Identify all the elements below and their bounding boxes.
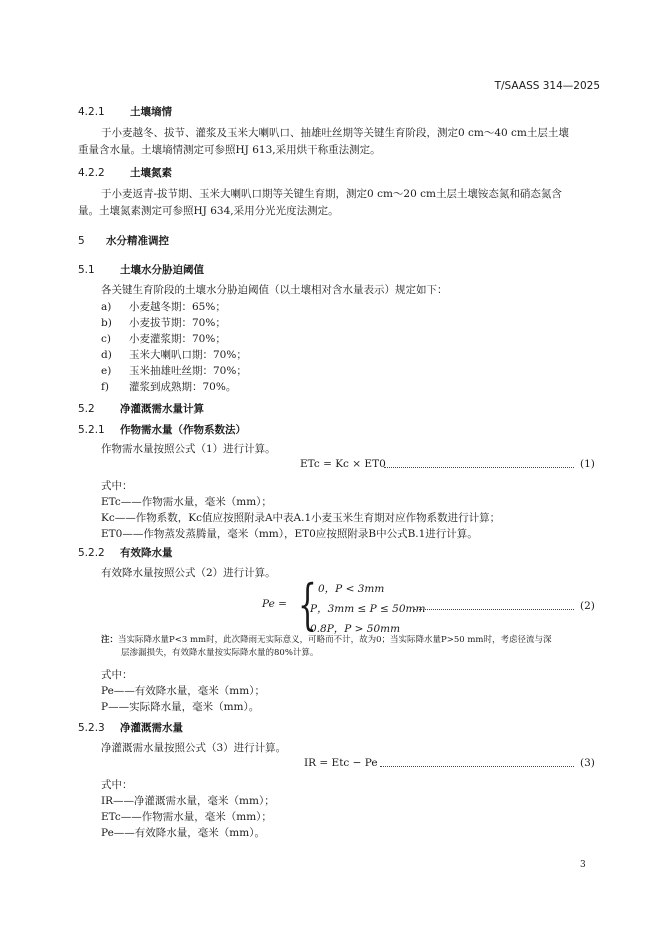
list-item xyxy=(101,363,247,378)
where-label: 式中： xyxy=(101,669,133,681)
variable-definition: P——实际降水量，毫米（mm）。 xyxy=(101,701,260,713)
list-label: d) xyxy=(101,349,112,361)
paragraph-line: 于小麦返青-拔节期、玉米大喇叭口期等关键生育期，测定0 cm～20 cm土层土壤铵态氮和硝态氮含 xyxy=(101,188,562,200)
page-number: 3 xyxy=(580,860,586,870)
heading-5-2 xyxy=(78,401,204,416)
heading-number: 5.2.2 xyxy=(78,547,105,559)
variable-definition: IR——净灌溉需水量，毫米（mm）； xyxy=(101,795,275,807)
list-item xyxy=(101,331,226,346)
paragraph-line: 重量含水量。土壤墒情测定可参照HJ 613,采用烘干称重法测定。 xyxy=(78,144,381,156)
heading-number: 5.2.3 xyxy=(78,722,105,734)
heading-4-2-2 xyxy=(78,165,172,180)
equation-leader xyxy=(414,609,574,610)
paragraph-line: 各关键生育阶段的土壤水分胁迫阈值（以土壤相对含水量表示）规定如下： xyxy=(101,284,448,296)
paragraph-line: 净灌溉需水量按照公式（3）进行计算。 xyxy=(101,742,287,754)
heading-5-2-1 xyxy=(78,422,246,437)
equation-leader xyxy=(380,766,574,767)
paragraph-line: 有效降水量按照公式（2）进行计算。 xyxy=(101,567,276,579)
variable-definition: ETc——作物需水量，毫米（mm）； xyxy=(101,811,272,823)
list-text: 小麦拔节期：70%； xyxy=(129,317,226,329)
variable-definition: Kc——作物系数，Kc值应按照附录A中表A.1小麦玉米生育期对应作物系数进行计算； xyxy=(101,512,501,524)
paragraph-line: 作物需水量按照公式（1）进行计算。 xyxy=(101,443,276,455)
note xyxy=(101,634,551,647)
where-label: 式中： xyxy=(101,480,133,492)
equation-case: 0，P < 3mm xyxy=(318,583,385,595)
list-text: 玉米抽雄吐丝期：70%； xyxy=(129,365,247,377)
list-text: 小麦灌浆期：70%； xyxy=(129,333,226,345)
variable-definition: ETc——作物需水量，毫米（mm）； xyxy=(101,496,272,508)
where-label: 式中： xyxy=(101,779,133,791)
heading-number: 5 xyxy=(78,235,85,247)
heading-title: 水分精准调控 xyxy=(106,235,169,247)
left-brace-icon: { xyxy=(298,573,317,636)
list-label: e) xyxy=(101,365,112,377)
heading-title: 作物需水量（作物系数法） xyxy=(120,424,246,436)
heading-number: 5.2.1 xyxy=(78,424,105,436)
equation-number: (1) xyxy=(580,458,595,470)
paragraph-line: 于小麦越冬、拔节、灌浆及玉米大喇叭口、抽雄吐丝期等关键生育阶段，测定0 cm～40 cm土层土壤 xyxy=(101,127,569,139)
equation-case: P，3mm ≤ P ≤ 50mm xyxy=(310,603,426,615)
heading-number: 5.2 xyxy=(78,403,95,415)
doc-code: T/SAASS 314—2025 xyxy=(494,80,600,92)
heading-number: 4.2.1 xyxy=(78,106,105,118)
heading-5 xyxy=(78,233,169,248)
list-label: a) xyxy=(101,301,112,313)
list-label: c) xyxy=(101,333,111,345)
heading-5-2-2 xyxy=(78,545,173,560)
list-label: b) xyxy=(101,317,112,329)
list-label: f) xyxy=(101,381,109,393)
list-text: 玉米大喇叭口期：70%； xyxy=(129,349,247,361)
heading-number: 4.2.2 xyxy=(78,167,105,179)
heading-5-1 xyxy=(78,262,204,277)
list-text: 小麦越冬期：65%； xyxy=(129,301,226,313)
variable-definition: Pe——有效降水量，毫米（mm）。 xyxy=(101,827,265,839)
heading-title: 土壤墒情 xyxy=(130,106,172,118)
heading-5-2-3 xyxy=(78,720,183,735)
note-text: 层渗漏损失，有效降水量按实际降水量的80%计算。 xyxy=(121,648,319,658)
heading-title: 净灌溉需水量计算 xyxy=(120,403,204,415)
equation-1: ETc = Kc × ET0 xyxy=(300,458,386,470)
variable-definition: Pe——有效降水量，毫米（mm）； xyxy=(101,685,265,697)
list-text: 灌浆到成熟期：70%。 xyxy=(129,381,237,393)
heading-title: 净灌溉需水量 xyxy=(120,722,183,734)
list-item xyxy=(101,299,226,314)
heading-title: 土壤氮素 xyxy=(130,167,172,179)
equation-case: 0.8P，P > 50mm xyxy=(310,623,401,635)
heading-title: 土壤水分胁迫阈值 xyxy=(120,264,204,276)
heading-title: 有效降水量 xyxy=(120,547,173,559)
list-item xyxy=(101,379,236,394)
equation-leader xyxy=(384,467,574,468)
note-label: 注： xyxy=(101,635,119,645)
list-item xyxy=(101,315,226,330)
variable-definition: ET0——作物蒸发蒸腾量，毫米（mm），ET0应按照附录B中公式B.1进行计算。 xyxy=(101,528,478,540)
list-item xyxy=(101,347,247,362)
equation-number: (3) xyxy=(580,757,595,769)
equation-2-lhs: Pe = xyxy=(262,598,287,610)
equation-3: IR = Etc − Pe xyxy=(304,757,378,769)
equation-number: (2) xyxy=(580,600,595,612)
heading-4-2-1 xyxy=(78,104,172,119)
heading-number: 5.1 xyxy=(78,264,95,276)
note-text: 当实际降水量P<3 mm时，此次降雨无实际意义，可略而不计，故为0；当实际降水量P>50 mm时，考虑径流与深 xyxy=(118,635,552,645)
paragraph-line: 量。土壤氮素测定可参照HJ 634,采用分光光度法测定。 xyxy=(78,205,339,217)
